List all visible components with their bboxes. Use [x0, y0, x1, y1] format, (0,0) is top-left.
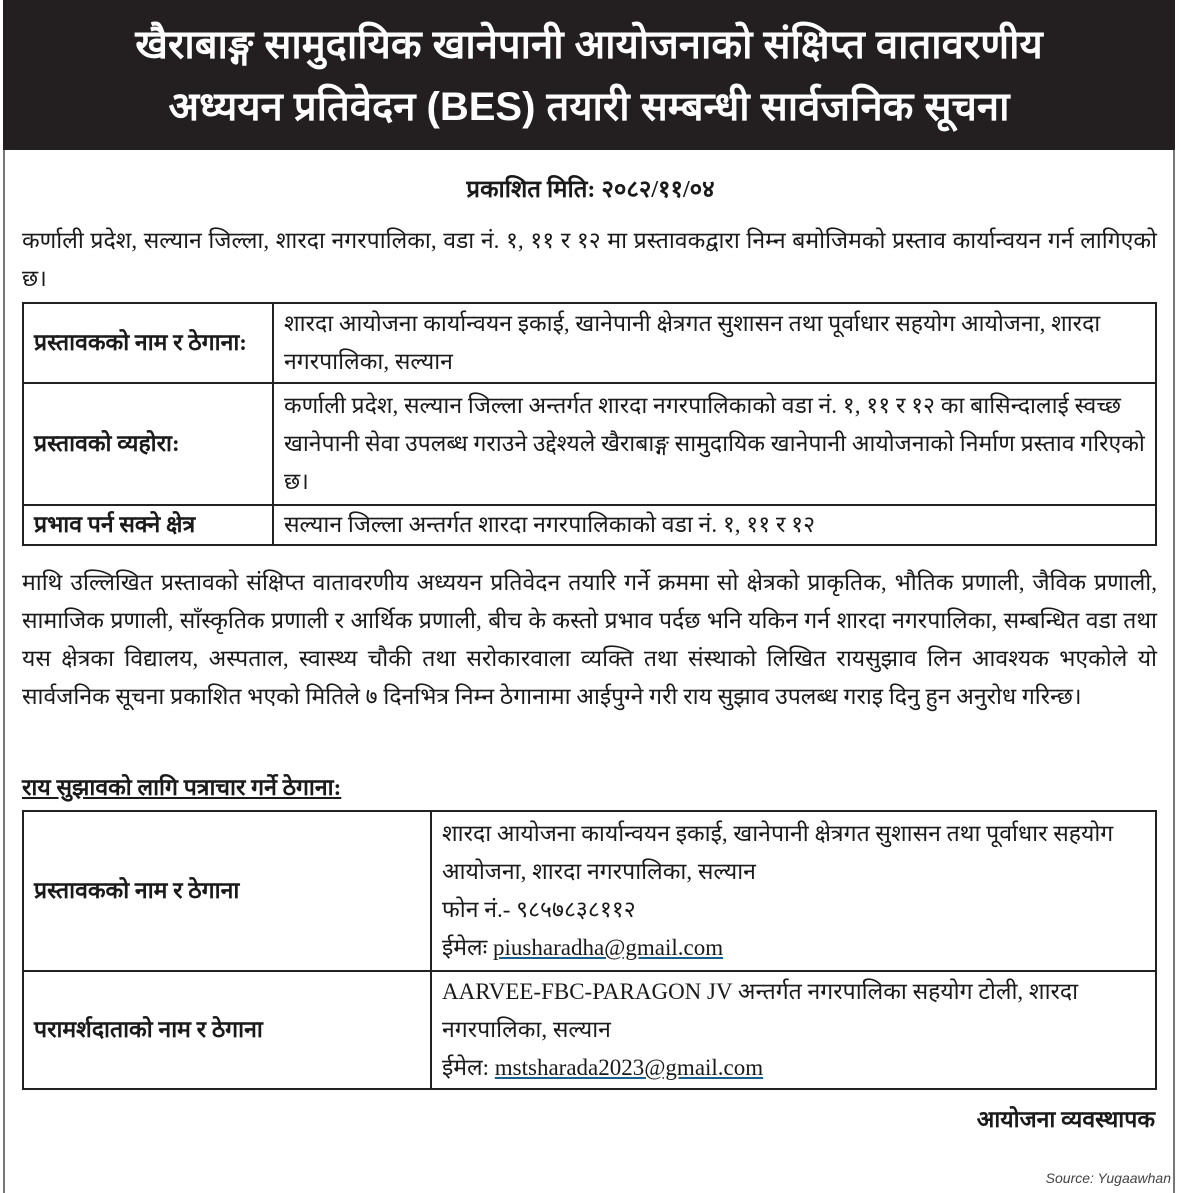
- contact-address: शारदा आयोजना कार्यान्वयन इकाई, खानेपानी क्षेत्रगत सुशासन तथा पूर्वाधार सहयोग आयोजना, शारदा नगरपालिका, सल्यान: [442, 821, 1114, 884]
- email-link[interactable]: mstsharada2023@gmail.com: [494, 1055, 764, 1080]
- contact-address: AARVEE-FBC-PARAGON JV अन्तर्गत नगरपालिका सहयोग टोली, शारदा नगरपालिका, सल्यान: [442, 979, 1079, 1042]
- proposal-table: [22, 302, 1157, 546]
- title-line-2: अध्ययन प्रतिवेदन (BES) तयारी सम्बन्धी सार्वजनिक सूचना: [168, 85, 1010, 129]
- body-paragraph: माथि उल्लिखित प्रस्तावको संक्षिप्त वातावरणीय अध्ययन प्रतिवेदन तयारि गर्ने क्रममा सो क्षेत्रको प्राकृतिक, भौतिक प्रणाली, जैविक प्रणाली, सामाजिक प्रणाली, साँस्कृतिक प्रणाली र आर्थिक प्रणाली, बीच के कस्तो प्रभाव पर्दछ भनि यकिन गर्न शारदा नगरपालिका, सम्बन्धित वडा तथा यस क्षेत्रका विद्यालय, अस्पताल, स्वास्थ्य चौकी तथा सरोकारवाला व्यक्ति तथा संस्थाको लिखित रायसुझाव लिन आवश्यक भएकोले यो सार्वजनिक सूचना प्रकाशित भएको मितिले ७ दिनभित्र निम्न ठेगानामा आईपुग्ने गरी राय सुझाव उपलब्ध गराइ दिनु हुन अनुरोध गरिन्छ।: [22, 570, 1157, 709]
- row-label: प्रस्तावको व्यहोरा:: [23, 383, 273, 505]
- email-link[interactable]: piusharadha@gmail.com: [493, 935, 724, 960]
- table-row: [23, 971, 1156, 1089]
- contact-label: प्रस्तावकको नाम र ठेगाना: [23, 811, 431, 971]
- contact-label: परामर्शदाताको नाम र ठेगाना: [23, 971, 431, 1089]
- table-row: [23, 303, 1156, 383]
- table-row: [23, 505, 1156, 545]
- contact-details: [431, 811, 1156, 971]
- table-row: [23, 811, 1156, 971]
- contact-heading: राय सुझावको लागि पत्राचार गर्ने ठेगाना:: [22, 775, 342, 800]
- notice-title: [3, 0, 1175, 150]
- row-label: प्रभाव पर्न सक्ने क्षेत्र: [23, 505, 273, 545]
- row-value: सल्यान जिल्ला अन्तर्गत शारदा नगरपालिकाको वडा नं. १, ११ र १२: [273, 505, 1156, 545]
- intro-paragraph: कर्णाली प्रदेश, सल्यान जिल्ला, शारदा नगरपालिका, वडा नं. १, ११ र १२ मा प्रस्तावकद्वारा निम्न बमोजिमको प्रस्ताव कार्यान्वयन गर्न लागिएको छ।: [22, 228, 1157, 291]
- published-date: प्रकाशित मिति: २०८२/११/०४: [466, 177, 715, 203]
- title-line-1: खैराबाङ्ग सामुदायिक खानेपानी आयोजनाको संक्षिप्त वातावरणीय: [135, 23, 1043, 67]
- source-credit: Source: Yugaawhan: [1045, 1170, 1171, 1186]
- contact-phone: फोन नं.- ९८५७८३८११२: [442, 897, 636, 922]
- row-label: प्रस्तावकको नाम र ठेगाना:: [23, 303, 273, 383]
- contact-table: [22, 810, 1157, 1090]
- row-value: कर्णाली प्रदेश, सल्यान जिल्ला अन्तर्गत शारदा नगरपालिकाको वडा नं. १, ११ र १२ का बासिन्दालाई स्वच्छ खानेपानी सेवा उपलब्ध गराउने उद्देश्यले खैराबाङ्ग सामुदायिक खानेपानी आयोजनाको निर्माण प्रस्ताव गरिएको छ।: [273, 383, 1156, 505]
- contact-details: [431, 971, 1156, 1089]
- email-label: ईमेलः: [442, 935, 494, 960]
- signature: आयोजना व्यवस्थापक: [976, 1107, 1155, 1132]
- row-value: शारदा आयोजना कार्यान्वयन इकाई, खानेपानी क्षेत्रगत सुशासन तथा पूर्वाधार सहयोग आयोजना, शारदा नगरपालिका, सल्यान: [273, 303, 1156, 383]
- email-label: ईमेल:: [442, 1055, 495, 1080]
- table-row: [23, 383, 1156, 505]
